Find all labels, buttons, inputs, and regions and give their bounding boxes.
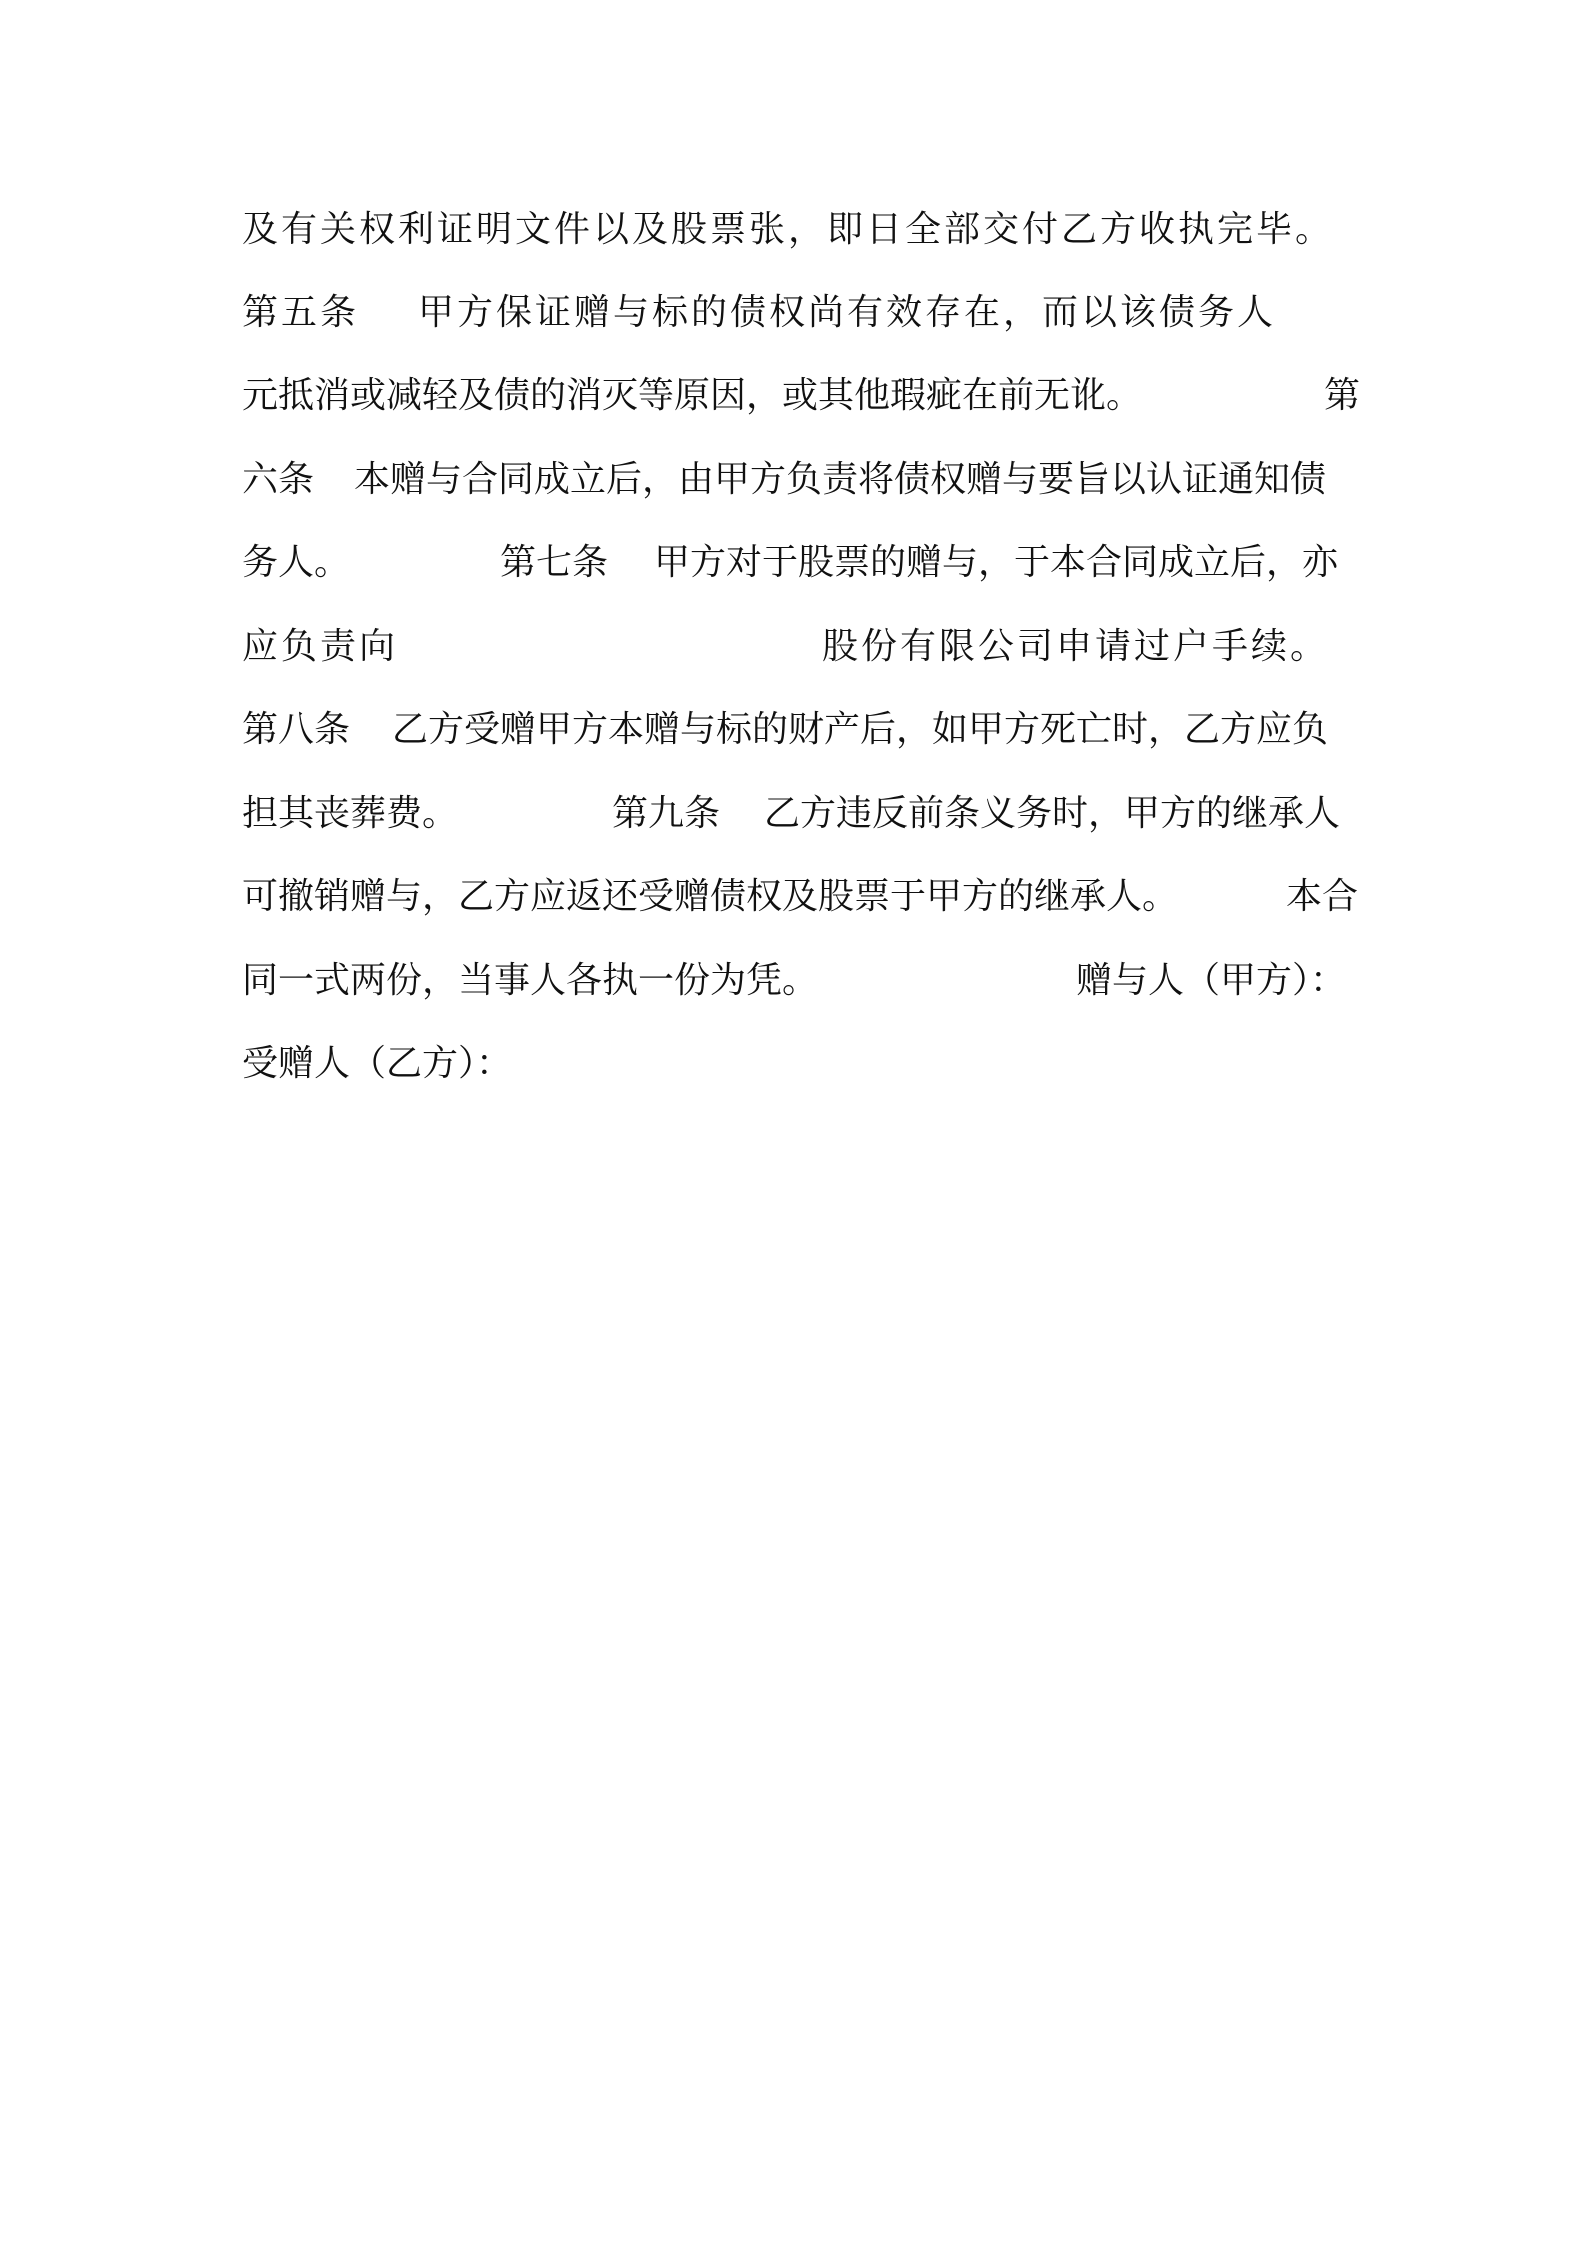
text-segment: 乙方违反前条义务时，甲方的继承人 [764, 793, 1341, 834]
text-segment: 股份有限公司申请过户手续。 [822, 626, 1330, 667]
donor-signature-label: 赠与人（甲方）： [1076, 960, 1347, 1001]
article-7-heading: 第七条 [500, 542, 609, 583]
article-5-heading: 第五条 [242, 292, 360, 333]
text-segment: 可撤销赠与，乙方应返还受赠债权及股票于甲方的继承人。 [242, 876, 1179, 917]
text-line-7 [242, 700, 1362, 760]
text-segment: 及有关权利证明文件以及股票张，即日全部交付乙方收执完毕。 [242, 209, 1335, 250]
text-segment: 本合 [1286, 876, 1359, 917]
text-segment: 乙方受赠甲方本赠与标的财产后，如甲方死亡时，乙方应负 [392, 709, 1329, 750]
text-line-5 [242, 533, 1362, 593]
text-line-2 [242, 283, 1362, 343]
text-line-11 [242, 1034, 1362, 1094]
article-9-heading: 第九条 [612, 793, 721, 834]
text-segment: 担其丧葬费。 [242, 793, 459, 834]
article-6-heading: 六条 [242, 459, 315, 500]
text-segment: 务人。 [242, 542, 351, 583]
text-segment: 甲方对于股票的赠与，于本合同成立后，亦 [654, 542, 1339, 583]
text-segment: 元抵消或减轻及债的消灭等原因，或其他瑕疵在前无讹。 [242, 375, 1143, 416]
text-line-10 [242, 951, 1362, 1011]
text-line-9 [242, 867, 1362, 927]
text-line-3 [242, 366, 1362, 426]
text-line-8 [242, 784, 1362, 844]
text-segment: 第 [1324, 375, 1361, 416]
text-segment: 本赠与合同成立后，由甲方负责将债权赠与要旨以认证通知债 [354, 459, 1327, 500]
text-line-1 [242, 200, 1362, 260]
text-segment: 甲方保证赠与标的债权尚有效存在，而以该债务人 [418, 292, 1277, 333]
donee-signature-label: 受赠人（乙方）： [242, 1043, 513, 1084]
text-segment: 同一式两份，当事人各执一份为凭。 [242, 960, 819, 1001]
article-8-heading: 第八条 [242, 709, 351, 750]
text-line-6 [242, 617, 1362, 677]
text-segment: 应负责向 [242, 626, 399, 667]
text-line-4 [242, 450, 1362, 510]
